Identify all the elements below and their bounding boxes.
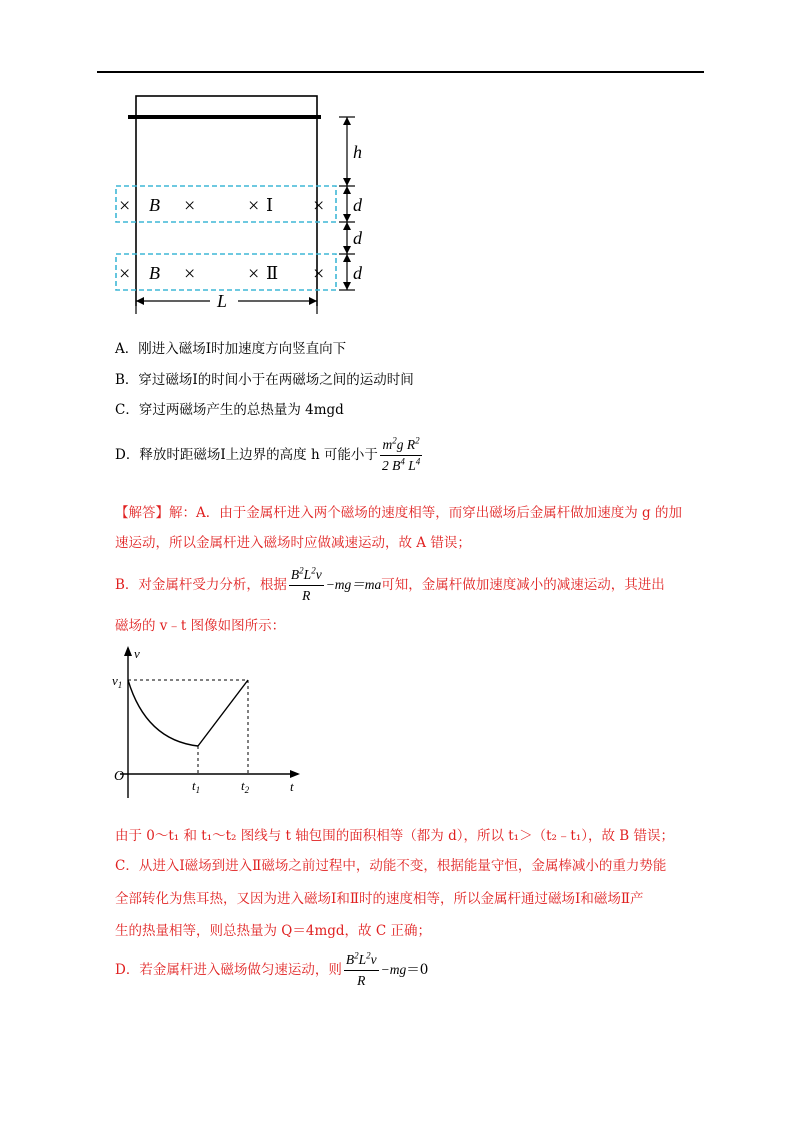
top-frame [136, 96, 317, 116]
solution-line-2: 速运动，所以金属杆进入磁场时应做减速运动，故 A 错误； [115, 535, 471, 551]
t-axis-label: t [290, 779, 294, 794]
solution-text-1: 解：A．由于金属杆进入两个磁场的速度相等，而穿出磁场后金属杆做加速度为 g 的加 [169, 505, 682, 521]
solution-line-7: 全部转化为焦耳热，又因为进入磁场Ⅰ和Ⅱ时的速度相等，所以金属杆通过磁场Ⅰ和磁场Ⅱ产 [115, 891, 644, 907]
solution-text-3a: B．对金属杆受力分析，根据 [115, 577, 287, 593]
rail-field-diagram [110, 92, 370, 322]
cross-mark: × [313, 263, 325, 285]
solution-line-8: 生的热量相等，则总热量为 Q＝4mgd，故 C 正确； [115, 923, 431, 939]
option-C: C．穿过两磁场产生的总热量为 4mgd [115, 402, 344, 418]
t2-label: $t_2$ [241, 778, 250, 795]
option-A: A．刚进入磁场Ⅰ时加速度方向竖直向下 [115, 341, 347, 357]
label-d-1: d [353, 195, 362, 215]
cross-mark: × [119, 195, 131, 217]
label-L: L [217, 291, 228, 311]
label-d-3: d [353, 263, 362, 283]
origin-label: O [114, 769, 125, 784]
cross-mark: × [119, 263, 131, 285]
cross-mark: × [248, 195, 260, 217]
v-axis-arrow [124, 646, 132, 656]
solution-text-3b: 可知，金属杆做加速度减小的减速运动，其进出 [381, 577, 665, 593]
cross-mark: × [248, 263, 260, 285]
t-axis-arrow [290, 770, 300, 778]
header-rule [97, 71, 704, 73]
option-D [115, 433, 424, 477]
solution-line-9 [115, 948, 428, 992]
acceleration-line [198, 680, 248, 746]
label-B-2: B [149, 263, 160, 283]
solution-line-6: C．从进入Ⅰ磁场到进入Ⅱ磁场之前过程中，动能不变，根据能量守恒，金属棒减小的重力势能 [115, 858, 667, 874]
option-D-fraction: $\frac{m^2g R^2}{2 B^4 L^4}$ [381, 435, 421, 473]
deceleration-curve [128, 680, 198, 746]
label-d-2: d [353, 228, 362, 248]
v1-label: $v_1$ [112, 673, 123, 690]
t1-label: $t_1$ [192, 778, 201, 795]
label-zone-2: Ⅱ [266, 263, 279, 283]
cross-mark: × [184, 263, 196, 285]
label-B-1: B [149, 195, 160, 215]
solution-line-3 [115, 563, 665, 607]
option-B: B．穿过磁场Ⅰ的时间小于在两磁场之间的运动时间 [115, 372, 414, 388]
cross-mark: × [184, 195, 196, 217]
solution-text-9: D．若金属杆进入磁场做匀速运动，则 [115, 962, 342, 978]
solution-line-4: 磁场的 v﹣t 图像如图所示： [115, 618, 286, 634]
v-axis-label: v [134, 646, 140, 661]
solution-line-1 [115, 503, 682, 523]
solution-line-5: 由于 0～t₁ 和 t₁～t₂ 图线与 t 轴包围的面积相等（都为 d），所以 t₁＞（t₂﹣t₁），故 B 错误； [115, 828, 675, 844]
label-zone-1: Ⅰ [266, 195, 274, 215]
option-D-text: D．释放时距磁场Ⅰ上边界的高度 h 可能小于 [115, 447, 378, 463]
force-equation: $\frac{B^2L^2v}{R}$ −mg＝ma [290, 565, 382, 603]
cross-mark: × [313, 195, 325, 217]
answer-tag: 【解答】 [115, 505, 169, 521]
label-h: h [353, 142, 362, 162]
uniform-motion-equation: $\frac{B^2L^2v}{R}$ −mg＝0 [345, 950, 429, 988]
v-t-graph [110, 642, 310, 802]
